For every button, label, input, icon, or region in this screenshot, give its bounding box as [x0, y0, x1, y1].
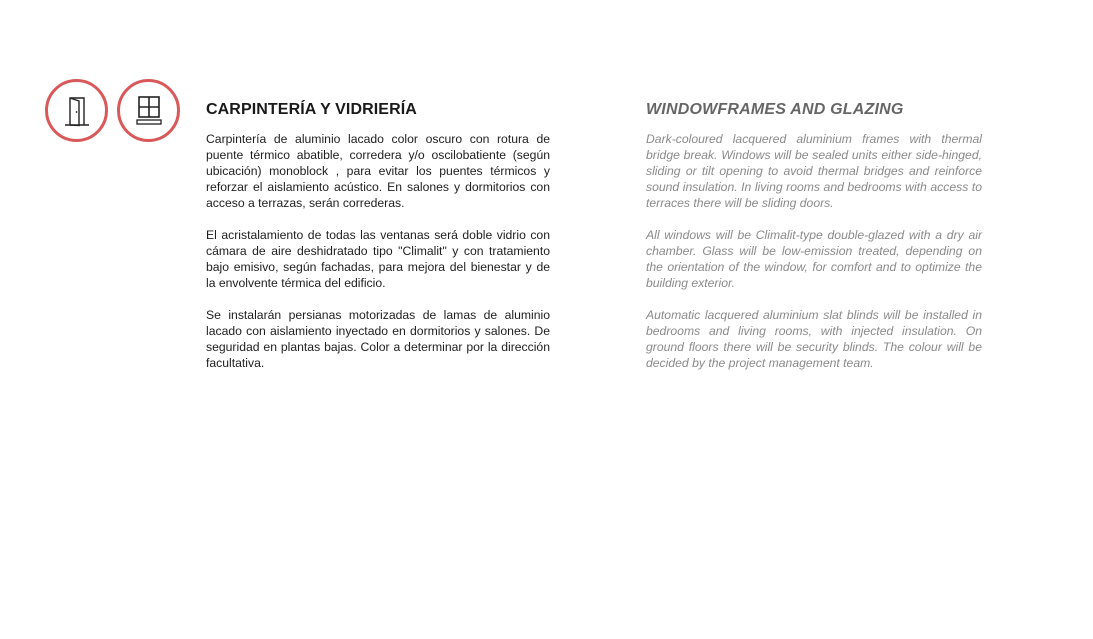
english-paragraph-glazing: All windows will be Climalit-type double-glazed with a dry air chamber. Glass will be low-emission treated, depending on the orientation of the window, for comfort and to optimize the building exterior.: [646, 228, 982, 290]
door-icon: [45, 79, 108, 142]
window-icon: [117, 79, 180, 142]
english-column: [646, 99, 982, 387]
spanish-heading: CARPINTERÍA Y VIDRIERÍA: [206, 101, 417, 118]
spanish-paragraph-glazing: El acristalamiento de todas las ventanas será doble vidrio con cámara de aire deshidratado tipo "Climalit" y con tratamiento bajo emisivo, según fachadas, para mejora del bienestar y de la envolvente térmica del edificio.: [206, 228, 550, 290]
spanish-paragraph-blinds: Se instalarán persianas motorizadas de lamas de aluminio lacado con aislamiento inyectado en dormitorios y salones. De seguridad en plantas bajas. Color a determinar por la dirección facultativa.: [206, 308, 550, 370]
english-paragraph-blinds: Automatic lacquered aluminium slat blinds will be installed in bedrooms and living rooms, with injected insulation. On ground floors there will be security blinds. The colour will be decided by the project management team.: [646, 308, 982, 370]
spanish-paragraph-frames: Carpintería de aluminio lacado color oscuro con rotura de puente térmico abatible, corredera y/o oscilobatiente (según ubicación) monoblock , para evitar los puentes térmicos y reforzar el aislamiento acústico. En salones y dormitorios con acceso a terrazas, serán correderas.: [206, 132, 550, 210]
english-heading: WINDOWFRAMES AND GLAZING: [646, 101, 904, 118]
spanish-column: [206, 99, 550, 387]
door-icon-graphic: [62, 94, 92, 128]
english-paragraph-frames: Dark-coloured lacquered aluminium frames with thermal bridge break. Windows will be sealed units either side-hinged, sliding or tilt opening to avoid thermal bridges and reinforce sound insulation. In living rooms and bedrooms with access to terraces there will be sliding doors.: [646, 132, 982, 210]
window-icon-graphic: [134, 94, 164, 128]
